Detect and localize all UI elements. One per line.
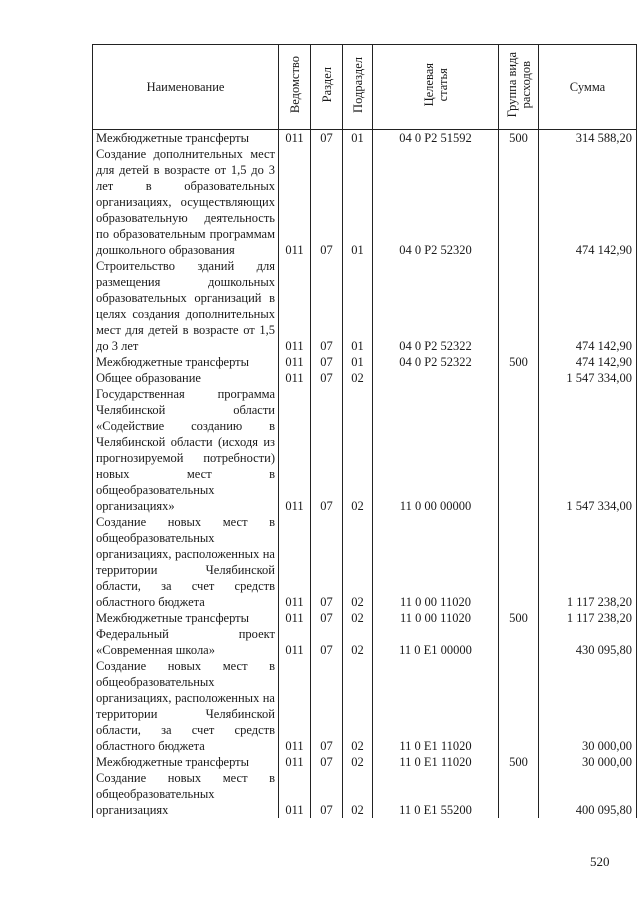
row-article: 04 0 P2 52322 [373,354,499,370]
row-article: 11 0 E1 00000 [373,626,499,658]
table-row [93,658,637,754]
header-sum: Сумма [539,45,637,130]
row-article: 11 0 E1 55200 [373,770,499,818]
row-article [373,370,499,386]
table-row [93,258,637,354]
row-group [499,258,539,354]
row-group [499,514,539,610]
row-dept: 011 [279,626,311,658]
row-subsection: 01 [343,130,373,147]
row-sum: 400 095,80 [539,770,637,818]
budget-table [92,44,637,818]
row-dept: 011 [279,146,311,258]
row-article: 11 0 E1 11020 [373,754,499,770]
row-sum: 314 588,20 [539,130,637,147]
row-article: 04 0 P2 52322 [373,258,499,354]
row-article: 04 0 P2 52320 [373,146,499,258]
row-dept: 011 [279,386,311,514]
table-row [93,370,637,386]
row-dept: 011 [279,514,311,610]
row-group: 500 [499,130,539,147]
row-subsection: 02 [343,626,373,658]
row-subsection: 02 [343,514,373,610]
row-section: 07 [311,386,343,514]
row-article: 11 0 00 11020 [373,610,499,626]
row-section: 07 [311,146,343,258]
row-section: 07 [311,658,343,754]
row-sum: 474 142,90 [539,258,637,354]
row-group: 500 [499,354,539,370]
row-name: Федеральный проект «Современная школа» [93,626,279,658]
row-name: Общее образование [93,370,279,386]
table-row [93,770,637,818]
row-name: Государственная программа Челябинской области «Содействие созданию в Челябинской области (исходя из прогнозируемой потребности) новых мест в общеобразовательных организациях» [93,386,279,514]
row-article: 04 0 P2 51592 [373,130,499,147]
table-row [93,146,637,258]
row-name: Создание новых мест в общеобразовательных организациях, расположенных на территории Челябинской области, за счет средств областного бюджета [93,658,279,754]
row-name: Межбюджетные трансферты [93,754,279,770]
row-dept: 011 [279,370,311,386]
row-name: Создание новых мест в общеобразовательных организациях [93,770,279,818]
header-article: Целевая статья [373,45,499,130]
row-group [499,770,539,818]
row-sum: 1 117 238,20 [539,514,637,610]
row-name: Межбюджетные трансферты [93,610,279,626]
row-sum: 30 000,00 [539,658,637,754]
header-group: Группа вида расходов [499,45,539,130]
row-subsection: 02 [343,610,373,626]
row-sum: 1 547 334,00 [539,386,637,514]
row-name: Межбюджетные трансферты [93,130,279,147]
table-row [93,754,637,770]
row-group [499,626,539,658]
header-name: Наименование [93,45,279,130]
row-subsection: 02 [343,770,373,818]
table-row [93,386,637,514]
row-name: Создание дополнительных мест для детей в возрасте от 1,5 до 3 лет в образовательных организациях, осуществляющих образовательную деятельность по образовательным программам дошкольного образования [93,146,279,258]
row-subsection: 01 [343,258,373,354]
row-section: 07 [311,130,343,147]
row-dept: 011 [279,658,311,754]
row-sum: 474 142,90 [539,354,637,370]
row-dept: 011 [279,754,311,770]
row-section: 07 [311,754,343,770]
row-dept: 011 [279,130,311,147]
row-subsection: 02 [343,658,373,754]
table-row [93,514,637,610]
row-sum: 474 142,90 [539,146,637,258]
row-section: 07 [311,258,343,354]
row-dept: 011 [279,354,311,370]
table-row [93,354,637,370]
table-header-row [93,45,637,130]
row-section: 07 [311,514,343,610]
row-group: 500 [499,754,539,770]
table-row [93,130,637,147]
row-article: 11 0 E1 11020 [373,658,499,754]
row-section: 07 [311,370,343,386]
row-dept: 011 [279,610,311,626]
row-subsection: 01 [343,354,373,370]
table-row [93,626,637,658]
row-group [499,146,539,258]
row-subsection: 02 [343,386,373,514]
row-dept: 011 [279,770,311,818]
row-group: 500 [499,610,539,626]
row-sum: 1 547 334,00 [539,370,637,386]
page-number: 520 [590,854,610,869]
row-dept: 011 [279,258,311,354]
row-sum: 30 000,00 [539,754,637,770]
row-group [499,370,539,386]
table-body [93,130,637,819]
row-subsection: 01 [343,146,373,258]
header-subsection: Подраздел [343,45,373,130]
header-section: Раздел [311,45,343,130]
row-section: 07 [311,354,343,370]
row-subsection: 02 [343,370,373,386]
row-name: Межбюджетные трансферты [93,354,279,370]
row-group [499,658,539,754]
row-name: Создание новых мест в общеобразовательных организациях, расположенных на территории Челябинской области, за счет средств областного бюджета [93,514,279,610]
row-article: 11 0 00 11020 [373,514,499,610]
row-section: 07 [311,770,343,818]
row-section: 07 [311,610,343,626]
row-sum: 1 117 238,20 [539,610,637,626]
row-section: 07 [311,626,343,658]
row-sum: 430 095,80 [539,626,637,658]
row-group [499,386,539,514]
header-dept: Ведомство [279,45,311,130]
row-article: 11 0 00 00000 [373,386,499,514]
row-name: Строительство зданий для размещения дошкольных образовательных организаций в целях создания дополнительных мест для детей в возрасте от 1,5 до 3 лет [93,258,279,354]
row-subsection: 02 [343,754,373,770]
table-row [93,610,637,626]
